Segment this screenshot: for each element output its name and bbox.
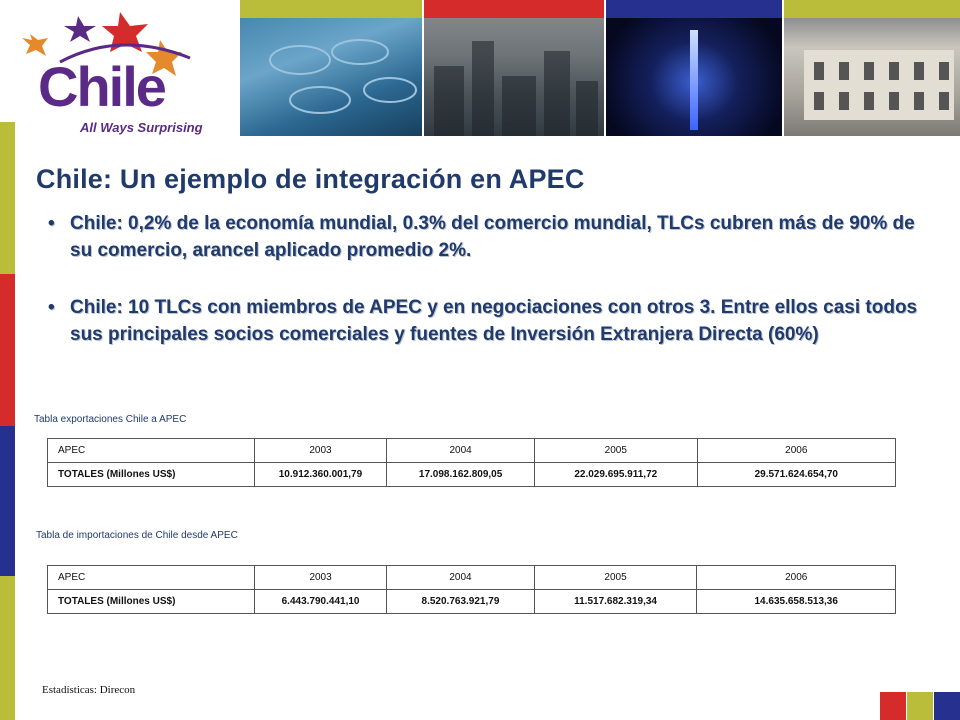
table-row <box>48 463 896 487</box>
corner-square-red <box>880 692 906 720</box>
corner-square-olive <box>907 692 933 720</box>
table-cell: 29.571.624.654,70 <box>697 463 895 487</box>
imports-table-caption: Tabla de importaciones de Chile desde APEC <box>36 530 238 541</box>
table-cell: 2003 <box>254 439 387 463</box>
bullet-text: Chile: 0,2% de la economía mundial, 0.3% del comercio mundial, TLCs cubren más de 90% de su comercio, arancel aplicado promedio 2%. <box>70 213 915 261</box>
bullet-text: Chile: 10 TLCs con miembros de APEC y en negociaciones con otros 3. Entre ellos casi todos sus principales socios comerciales y fuentes de Inversión Extranjera Directa (60%) <box>70 297 918 345</box>
table-cell: 2006 <box>697 439 895 463</box>
photo-city-skyline <box>424 0 604 136</box>
strip-navy <box>0 426 15 576</box>
table-cell: 2005 <box>534 439 697 463</box>
strip-olive <box>0 122 15 274</box>
strip-red <box>0 274 15 426</box>
exports-table <box>47 438 896 487</box>
bullet-item <box>48 210 928 264</box>
strip-olive-bottom <box>0 576 15 720</box>
photo-la-moneda-palace <box>784 0 960 136</box>
bullet-item <box>48 294 928 348</box>
table-cell: TOTALES (Millones US$) <box>48 590 255 614</box>
bullet-list <box>48 210 928 348</box>
page-title: Chile: Un ejemplo de integración en APEC <box>36 164 585 194</box>
table-cell: TOTALES (Millones US$) <box>48 463 255 487</box>
left-color-strip <box>0 122 15 720</box>
table-header-row <box>48 566 896 590</box>
table-header-row <box>48 439 896 463</box>
photo-tv-tower-night <box>606 0 782 136</box>
source-note: Estadísticas: Direcon <box>42 684 136 696</box>
table-cell: 17.098.162.809,05 <box>387 463 535 487</box>
table-cell: 6.443.790.441,10 <box>254 590 386 614</box>
chile-logo <box>0 0 240 140</box>
table-row <box>48 590 896 614</box>
table-cell: APEC <box>48 566 255 590</box>
bullet-marker: • <box>48 213 55 234</box>
exports-table-caption: Tabla exportaciones Chile a APEC <box>34 414 187 425</box>
imports-table <box>47 565 896 614</box>
table-cell: 2006 <box>697 566 896 590</box>
table-cell: APEC <box>48 439 255 463</box>
table-cell: 11.517.682.319,34 <box>534 590 697 614</box>
table-cell: 2003 <box>254 566 386 590</box>
table-cell: 22.029.695.911,72 <box>534 463 697 487</box>
table-cell: 8.520.763.921,79 <box>387 590 534 614</box>
bullet-marker: • <box>48 297 55 318</box>
photo-salmon-farm <box>240 0 422 136</box>
logo-tagline: All Ways Surprising <box>80 120 203 135</box>
corner-square-navy <box>934 692 960 720</box>
table-cell: 10.912.360.001,79 <box>254 463 387 487</box>
header-photo-strip <box>240 0 960 136</box>
table-cell: 2005 <box>534 566 697 590</box>
table-cell: 2004 <box>387 439 535 463</box>
logo-wordmark: Chile <box>38 55 165 118</box>
table-cell: 14.635.658.513,36 <box>697 590 896 614</box>
table-cell: 2004 <box>387 566 534 590</box>
